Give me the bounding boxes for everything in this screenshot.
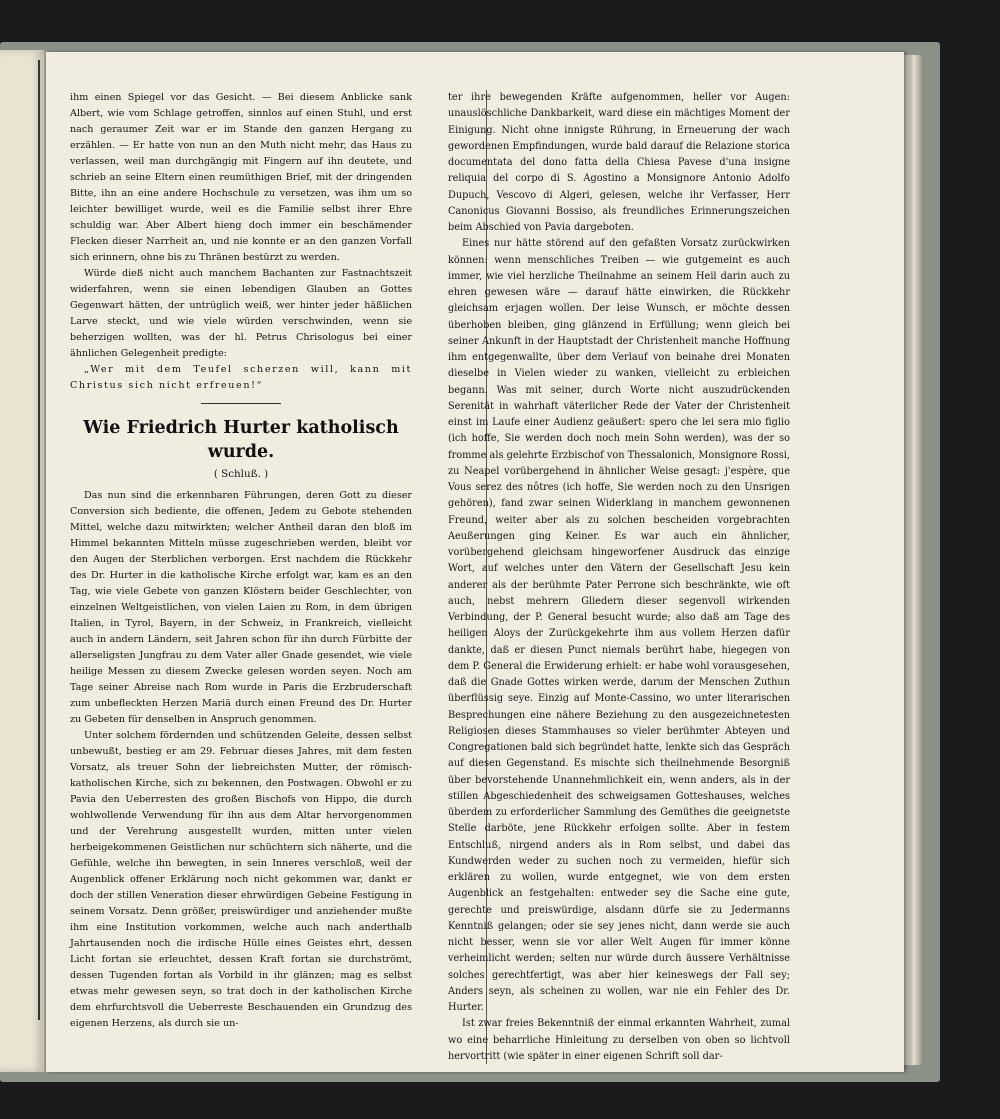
article-heading: Wie Friedrich Hurter katholisch wurde. <box>83 418 399 462</box>
page-stack-edge <box>902 55 922 1065</box>
left-page-rule <box>38 60 40 1020</box>
right-column <box>448 90 790 1065</box>
newspaper-page <box>46 52 904 1072</box>
paragraph: Unter solchem fördernden und schützenden Geleite, dessen selbst unbewußt, bestieg er am 29. Februar dieses Jahres, mit dem festen Vorsatz, als treuer Sohn der liebreichsten Mutter, der römisch-katholischen Kirche, sich zu bekennen, den Postwagen. Obwohl er zu Pavia den Ueberresten des großen Bischofs von Hippo, die durch wohlwollende Verwendung für ihn aus dem Altar hervorgenommen und der Verehrung ausgestellt wurden, mitten unter vielen herbeigekommenen Geistlichen nur schüchtern sich näherte, und die Gefühle, welche ihn bewegten, in sein Inneres verschloß, weil der Augenblick offener Erklärung noch nicht gekommen war, dankt er doch der stillen Veneration dieser ehrwürdigen Gebeine Festigung in seinem Vorsatz. Denn größer, preiswürdiger und anziehender mußte ihm eine Institution vorkommen, welche auch nach anderthalb Jahrtausenden noch die irdische Hülle eines Geistes ehrt, dessen Licht fortan sie erleuchtet, dessen Kraft fortan sie durchströmt, dessen Tugenden fortan als Vorbild in ihr glänzen; mag es selbst etwas mehr gewesen seyn, so trat doch in der katholischen Kirche dem ehrfurchtsvoll die Ueberreste Beschauenden ein Grundzug des eigenen Herzens, als durch sie un- <box>70 730 412 1029</box>
paragraph: ter ihre bewegenden Kräfte aufgenommen, heller vor Augen: unauslöschliche Dankbarkeit, ward diese ein mächtiges Moment der Einigung. Nicht ohne innigste Rührung, in Erneuerung der wach gewordenen Empfindungen, wurde bald darauf die Relazione storica documentata del dono fatta della Chiesa Pavese d'una insigne reliquia del corpo di S. Agostino a Monsignore Antonio Adolfo Dupuch, Vescovo di Algeri, gelesen, welche ihr Verfasser, Herr Canonicus Giovanni Bossiso, als freundliches Erinnerungszeichen beim Abschied von Pavia dargeboten. <box>448 92 790 233</box>
paragraph: Würde dieß nicht auch manchem Bachanten zur Fastnachtszeit widerfahren, wenn sie einen lebendigen Glauben an Gottes Gegenwart hätten, der untrüglich weiß, wer hinter jeder häßlichen Larve steckt, und wie viele würden verschwinden, wenn sie beherzigen wollten, was der hl. Petrus Chrisologus bei einer ähnlichen Gelegenheit predigte: <box>70 268 412 359</box>
article-subheading: ( Schluß. ) <box>213 468 269 480</box>
paragraph: Ist zwar freies Bekenntniß der einmal erkannten Wahrheit, zumal wo eine beharrliche Hinleitung zu derselben von oben so lichtvoll hervortritt (wie später in einer eigenen Schrift soll dar- <box>448 1018 790 1062</box>
paragraph: Das nun sind die erkennbaren Führungen, deren Gott zu dieser Conversion sich bediente, die offenen, Jedem zu Gebote stehenden Mittel, welche dazu mitwirkten; welcher Antheil daran den bloß im Himmel bekannten Mitteln müsse zugeschrieben werden, bleibt vor den Augen der Sterblichen verborgen. Erst nachdem die Rückkehr des Dr. Hurter in die katholische Kirche erfolgt war, kam es an den Tag, wie viele Gebete von ganzen Klöstern beider Geschlechter, von einzelnen Weltgeistlichen, von vielen Laien zu Rom, in dem übrigen Italien, in Tyrol, Bayern, in der Schweiz, in Frankreich, vielleicht auch in andern Ländern, seit Jahren schon für ihn durch Fürbitte der allerseligsten Jungfrau zu dem Vater aller Gnade gesendet, wie viele heilige Messen zu diesem Zwecke gelesen worden seyen. Noch am Tage seiner Abreise nach Rom wurde in Paris die Erzbruderschaft zum unbefleckten Herzen Mariä durch einen Freund des Dr. Hurter zu Gebeten für denselben in Anspruch genommen. <box>70 490 412 725</box>
left-column <box>70 90 412 1032</box>
quote: „Wer mit dem Teufel scherzen will, kann mit Christus sich nicht erfreuen!“ <box>70 364 412 391</box>
paragraph: ihm einen Spiegel vor das Gesicht. — Bei diesem Anblicke sank Albert, wie vom Schlage getroffen, sinnlos auf einen Stuhl, und erst nach geraumer Zeit war er im Stande den ganzen Hergang zu erzählen. — Er hatte von nun an den Muth nicht mehr, das Haus zu verlassen, weil man durchgängig mit Fingern auf ihn deutete, und schrieb an seine Eltern einen reumüthigen Brief, mit der dringenden Bitte, ihn an eine andere Hochschule zu versetzen, was ihm um so leichter bewilliget wurde, weil es die Familie selbst ihrer Ehre schuldig war. Aber Albert hieng doch immer ein beschämender Flecken dieser Narrheit an, und nie konnte er an den ganzen Vorfall sich erinnern, ohne bis zu Thränen bestürzt zu werden. <box>70 92 412 263</box>
paragraph: Eines nur hätte störend auf den gefaßten Vorsatz zurückwirken können: wenn menschliches Treiben — wie gutgemeint es auch immer, wie viel herzliche Theilnahme an seinem Heil darin auch zu ehren gewesen wäre — darauf hätte einwirken, die Rückkehr gleichsam erjagen wollen. Der leise Wunsch, er möchte dessen überhoben bleiben, ging glänzend in Erfüllung; wenn gleich bei seiner Ankunft in der Hauptstadt der Christenheit manche Hoffnung ihm entgegenwallte, über dem Verlauf von beinahe drei Monaten dieselbe in Vielen wieder zu wanken, vielleicht zu erbleichen begann. Was mit seiner, durch Worte nicht auszudrückenden Serenität in wahrhaft väterlicher Rede der Vater der Christenheit einst im Laufe einer Audienz geäußert: spero che lei sera mio figlio (ich hoffe, Sie werden doch noch mein Sohn werden), was der so fromme als gelehrte Erzbischof von Thessalonich, Monsignore Rossi, zu Neapel vorübergehend in ähnlicher Weise gesagt: j'espère, que Vous serez des nôtres (ich hoffe, Sie werden noch zu den Unsrigen gehören), fand zwar seinen Widerklang in manchem gewonnenen Freund, weiter aber als zu solchen bescheiden vorgebrachten Aeußerungen ging Keiner. Es war auch ein ähnlicher, vorübergehend gleichsam hingeworfener Ausdruck das einzige Wort, auf welches unter den Vätern der Gesellschaft Jesu kein anderer als der berühmte Pater Perrone sich beschränkte, wie oft auch, nebst mehrern Gliedern dieser segenvoll wirkenden Verbindung, der P. General besucht wurde; also daß am Tage des heiligen Aloys der Zurückgekehrte ihm aus vollem Herzen dafür dankte, daß er diesen Punct niemals berührt habe, hiegegen von dem P. General die Erwiderung erhielt: er habe wohl vorausgesehen, daß die Gnade Gottes wirken werde, darum der Menschen Zuthun überflüssig seye. Einzig auf Monte-Cassino, wo unter literarischen Besprechungen eine nähere Beziehung zu den ausgezeichnetesten Religiosen dieses Stammhauses so vieler berühmter Abteyen und Congregationen bald sich begründet hatte, lenkte sich das Gespräch auf diesen Gegenstand. Es mischte sich theilnehmende Besorgniß über bevorstehende Unannehmlichkeit ein, wenn anders, als in der stillen Abgeschiedenheit des schweigsamen Gotteshauses, welches überdem zu erforderlicher Sammlung des Gemüthes die geeignetste Stelle darböte, jene Rückkehr erfolgen sollte. Aber in festem Entschluß, nirgend anders als in Rom selbst, und dabei das Kundwerden weder zu suchen noch zu vermeiden, hiefür sich erklären zu wollen, wurde entgegnet, wie von dem ersten Augenblick an festgehalten: entweder sey die Sache eine gute, gerechte und preiswürdige, alsdann dürfe sie zu Jedermanns Kenntniß gelangen; oder sie sey jenes nicht, dann werde sie auch nicht besser, wenn sie vor aller Welt Augen für immer könne verheimlicht werden; selten nur würde durch äussere Verhältnisse solches gerechtfertigt, was aber hier keineswegs der Fall sey; Anders seyn, als scheinen zu wollen, war nie ein Fehler des Dr. Hurter. <box>448 238 790 1013</box>
separator-rule <box>201 403 281 404</box>
